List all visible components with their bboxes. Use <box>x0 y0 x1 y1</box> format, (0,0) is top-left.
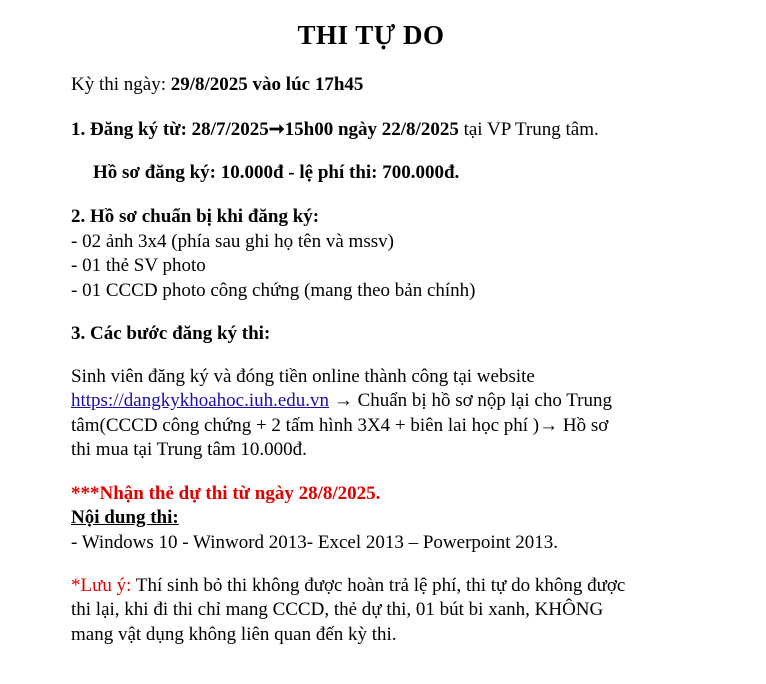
steps-text-line: tâm(CCCD công chứng + 2 tấm hình 3X4 + biên lai học phí )→ Hồ sơ <box>71 415 609 436</box>
note-label: *Lưu ý: <box>71 575 132 596</box>
registration-website-link[interactable]: https://dangkykhoahoc.iuh.edu.vn <box>71 390 330 411</box>
exam-date-line <box>71 73 363 97</box>
exam-date-value: 29/8/2025 vào lúc 17h45 <box>170 74 364 95</box>
steps-text-line: Sinh viên đăng ký và đóng tiền online thành công tại website <box>71 366 535 387</box>
documents-item: - 01 CCCD photo công chứng (mang theo bản chính) <box>71 280 476 301</box>
note-line: mang vật dụng không liên quan đến kỳ thi. <box>71 624 397 645</box>
registration-location: tại VP Trung tâm. <box>458 119 599 140</box>
content-heading: Nội dung thi: <box>71 507 179 528</box>
steps-heading: 3. Các bước đăng ký thi: <box>71 323 271 344</box>
page-title: THI TỰ DO <box>297 20 445 50</box>
exam-date-label: Kỳ thi ngày: <box>71 74 171 95</box>
note-line: thi lại, khi đi thi chỉ mang CCCD, thẻ dự thi, 01 bút bi xanh, KHÔNG <box>71 599 604 620</box>
card-notice: ***Nhận thẻ dự thi từ ngày 28/8/2025. <box>71 483 381 504</box>
note-line <box>71 574 625 598</box>
steps-text-line <box>71 389 612 413</box>
steps-text-line: thi mua tại Trung tâm 10.000đ. <box>71 439 307 460</box>
registration-period-line <box>71 118 599 142</box>
content-item: - Windows 10 - Winword 2013- Excel 2013 – Powerpoint 2013. <box>71 532 558 553</box>
registration-period: 1. Đăng ký từ: 28/7/2025➞15h00 ngày 22/8/2025 <box>71 119 459 140</box>
fee-line: Hồ sơ đăng ký: 10.000đ - lệ phí thi: 700.000đ. <box>93 162 460 183</box>
documents-heading: 2. Hồ sơ chuẩn bị khi đăng ký: <box>71 206 320 227</box>
documents-item: - 01 thẻ SV photo <box>71 255 206 276</box>
note-text: Thí sinh bỏ thi không được hoàn trả lệ phí, thi tự do không được <box>131 575 626 596</box>
steps-text-rest: → Chuẩn bị hồ sơ nộp lại cho Trung <box>329 390 612 411</box>
documents-item: - 02 ảnh 3x4 (phía sau ghi họ tên và mssv) <box>71 231 394 252</box>
